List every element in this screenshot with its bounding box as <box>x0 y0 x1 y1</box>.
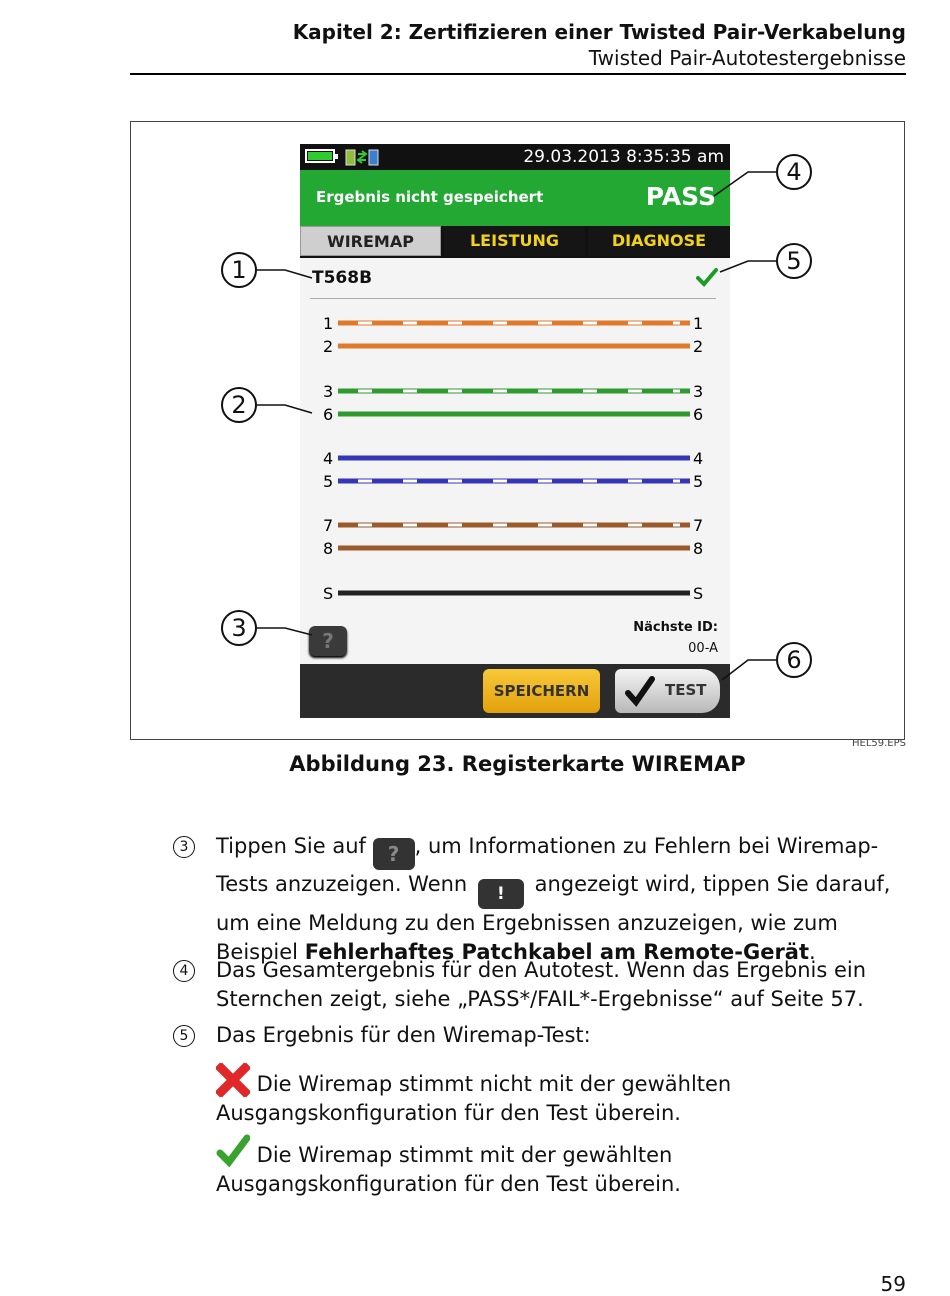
item-number-4: 4 <box>173 960 195 982</box>
text-run: Tippen Sie auf <box>216 834 373 858</box>
pin-right-label: 3 <box>693 382 704 401</box>
callout-3: 3 <box>221 610 257 646</box>
help-button[interactable]: ? <box>309 626 347 656</box>
item-5-text: Das Ergebnis für den Wiremap-Test: <box>216 1023 591 1047</box>
red-x-icon <box>216 1063 250 1097</box>
tab-diagnose[interactable]: DIAGNOSE <box>588 226 730 256</box>
callout-2: 2 <box>221 387 257 423</box>
test-button-label: TEST <box>665 681 707 699</box>
pass-description <box>216 1134 916 1199</box>
callout-5: 5 <box>776 243 812 279</box>
item-number-5: 5 <box>173 1025 195 1047</box>
pin-left-label: 1 <box>323 314 334 333</box>
pass-text: Die Wiremap stimmt mit der gewählten Ausgangskonfiguration für den Test überein. <box>216 1143 681 1196</box>
save-button[interactable]: SPEICHERN <box>483 669 600 713</box>
tab-leistung[interactable]: LEISTUNG <box>444 226 585 256</box>
callout-1: 1 <box>221 252 257 288</box>
message-name: Fehlerhaftes Patchkabel am Remote-Gerät <box>304 940 810 964</box>
alert-icon: ! <box>478 879 524 909</box>
pin-right-label: 8 <box>693 539 704 558</box>
pin-right-label: 5 <box>693 472 704 491</box>
pin-left-label: 3 <box>323 382 334 401</box>
text-run: , um Informationen zu Fehlern bei Wiremap-Tests anzuzeigen. Wenn <box>216 834 879 896</box>
chapter-title: Kapitel 2: Zertifizieren einer Twisted Pair-Verkabelung <box>292 20 906 44</box>
pin-left-label: 7 <box>323 516 334 535</box>
wiring-standard: T568B <box>312 268 373 288</box>
pin-left-label: 8 <box>323 539 334 558</box>
pin-right-label: 2 <box>693 337 704 356</box>
text-run: angezeigt wird, tippen Sie darauf, um eine Meldung zu den Ergebnissen anzuzeigen, wie zum Beispiel <box>216 872 891 964</box>
text-run: . <box>809 940 816 964</box>
figure-file-id: HEL59.EPS <box>851 738 906 749</box>
item-number-3: 3 <box>173 836 195 858</box>
tab-wiremap[interactable]: WIREMAP <box>300 226 441 256</box>
section-title: Twisted Pair-Autotestergebnisse <box>588 46 906 70</box>
next-id-label: Nächste ID: <box>633 620 718 635</box>
pin-right-label: 6 <box>693 405 704 424</box>
callout-6: 6 <box>776 642 812 678</box>
pin-right-label: 7 <box>693 516 704 535</box>
pin-left-label: 4 <box>323 449 334 468</box>
green-check-icon <box>216 1134 250 1168</box>
pin-right-label: 4 <box>693 449 704 468</box>
pin-left-label: 2 <box>323 337 334 356</box>
save-status: Ergebnis nicht gespeichert <box>316 188 544 206</box>
callout-4: 4 <box>776 154 812 190</box>
pin-left-label: 5 <box>323 472 334 491</box>
pin-right-label: S <box>693 584 704 603</box>
fail-text: Die Wiremap stimmt nicht mit der gewählten Ausgangskonfiguration für den Test überein. <box>216 1072 732 1125</box>
next-id-value: 00-A <box>688 641 718 656</box>
fail-description <box>216 1063 916 1128</box>
datetime: 29.03.2013 8:35:35 am <box>523 147 724 167</box>
overall-result: PASS <box>645 182 716 211</box>
item-4-text: Das Gesamtergebnis für den Autotest. Wenn das Ergebnis ein Sternchen zeigt, siehe „PASS*/FAIL*-Ergebnisse“ auf Seite 57. <box>216 958 867 1011</box>
pin-left-label: 6 <box>323 405 334 424</box>
pin-right-label: 1 <box>693 314 704 333</box>
page-number: 59 <box>880 1272 906 1296</box>
figure-caption: Abbildung 23. Registerkarte WIREMAP <box>289 752 746 776</box>
pin-left-label: S <box>323 584 334 603</box>
help-icon: ? <box>373 838 415 870</box>
item-3-text <box>216 832 916 967</box>
